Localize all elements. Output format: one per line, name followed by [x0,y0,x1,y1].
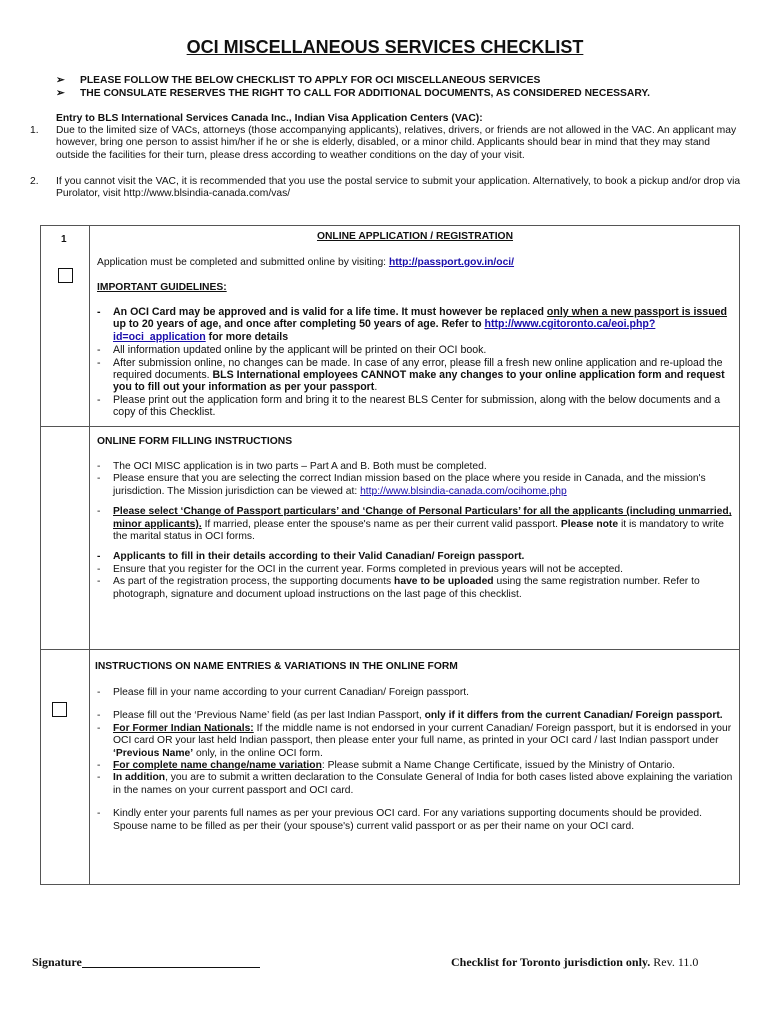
section-heading: ONLINE FORM FILLING INSTRUCTIONS [97,436,293,447]
list-item: - As part of the registration process, the supporting documents have to be uploaded using the same registration number. Refer to photograph, signature and document upload instructions on the last page of this checklist. [97,576,739,601]
list-item: - Please fill in your name according to your current Canadian/ Foreign passport. [97,687,739,699]
list-item: - The OCI MISC application is in two parts – Part A and B. Both must be completed. [97,461,739,473]
list-item: - Kindly enter your parents full names as per your previous OCI card. For any variations supporting documents should be provided. Spouse name to be filled as per their (your spouse's) current valid passport or as per their name on your OCI card. [97,808,739,833]
row-divider [41,649,739,650]
signature-field: Signature [32,956,260,968]
section-heading: ONLINE APPLICATION / REGISTRATION [316,231,514,242]
list-item: - For Former Indian Nationals: If the middle name is not endorsed in your current Canadian/ Foreign passport, but it is endorsed in your OCI card OR your last held Indian passport, then please enter your full name, as printed in your OCI card / last Indian passport under ‘Previous Name’ only, in the online OCI form. [97,723,739,760]
row-number: 1 [61,234,67,245]
footer-note: Checklist for Toronto jurisdiction only. Rev. 11.0 [451,955,699,969]
guidelines-heading: IMPORTANT GUIDELINES: [97,282,227,293]
section-heading: INSTRUCTIONS ON NAME ENTRIES & VARIATIONS IN THE ONLINE FORM [95,661,458,672]
checklist-table [40,225,740,885]
row-divider [41,426,739,427]
list-item: - Please print out the application form and bring it to the nearest BLS Center for submission, along with the below documents and a copy of this Checklist. [97,394,739,419]
list-item: - Please fill out the ‘Previous Name’ field (as per last Indian Passport, only if it differs from the current Canadian/ Foreign passport. [97,710,739,722]
list-item: - Ensure that you register for the OCI in the current year. Forms completed in previous years will not be accepted. [97,564,739,576]
list-item: - An OCI Card may be approved and is valid for a life time. It must however be replaced only when a new passport is issued up to 20 years of age, and once after completing 50 years of age. Refer to http://www.cgitoronto.ca/eoi.php?id=oci_application for more details [97,306,739,343]
oci-details-link[interactable]: http://www.cgitoronto.ca/eoi.php?id=oci_application [113,318,656,343]
arrow-bullet-icon: ➢ [56,75,65,86]
guidelines-list [97,306,739,419]
checklist-checkbox[interactable] [52,702,67,717]
list-item: - In addition, you are to submit a written declaration to the Consulate General of India for both cases listed above explaining the variation in the names on your current passport and OCI card. [97,772,739,797]
passport-link[interactable]: http://passport.gov.in/oci/ [388,257,515,268]
revision-label: Rev. 11.0 [653,955,699,969]
page-title: OCI MISCELLANEOUS SERVICES CHECKLIST [186,37,584,57]
notice-line: ➢ PLEASE FOLLOW THE BELOW CHECKLIST TO APPLY FOR OCI MISCELLANEOUS SERVICES [56,75,541,86]
section-intro: Application must be completed and submitted online by visiting: http://passport.gov.in/oci/ [97,257,515,268]
entry-heading: Entry to BLS International Services Canada Inc., Indian Visa Application Centers (VAC): [56,113,483,124]
column-divider [89,226,90,884]
notice-line: ➢ THE CONSULATE RESERVES THE RIGHT TO CALL FOR ADDITIONAL DOCUMENTS, AS CONSIDERED NECESSARY. [56,88,650,99]
list-item: - For complete name change/name variation: Please submit a Name Change Certificate, issued by the Ministry of Ontario. [97,760,739,772]
list-item: - Please select ‘Change of Passport particulars’ and ‘Change of Personal Particulars’ for all the applicants (including unmarried, minor applicants). If married, please enter the spouse's name as per their current valid passport. Please note it is mandatory to write the marital status in OCI forms. [97,506,739,543]
jurisdiction-link[interactable]: http://www.blsindia-canada.com/ocihome.php [360,485,567,497]
list-item: - Please ensure that you are selecting the correct Indian mission based on the place where you reside in Canada, and the mission's jurisdiction. The Mission jurisdiction can be viewed at: http://www.blsindia-canada.com/ocihome.php [97,473,739,498]
list-item: - Applicants to fill in their details according to their Valid Canadian/ Foreign passport. [97,551,739,563]
signature-line[interactable] [82,956,260,968]
form-instructions-list [97,461,739,601]
list-item: - After submission online, no changes can be made. In case of any error, please fill a fresh new online application and re-upload the required documents. BLS International employees CANNOT make any changes to your online application form and request you to fill out your information as per your passport. [97,357,739,394]
list-item: - All information updated online by the applicant will be printed on their OCI book. [97,344,739,356]
name-instructions-list [97,687,739,833]
arrow-bullet-icon: ➢ [56,88,65,99]
checklist-checkbox[interactable] [58,268,73,283]
